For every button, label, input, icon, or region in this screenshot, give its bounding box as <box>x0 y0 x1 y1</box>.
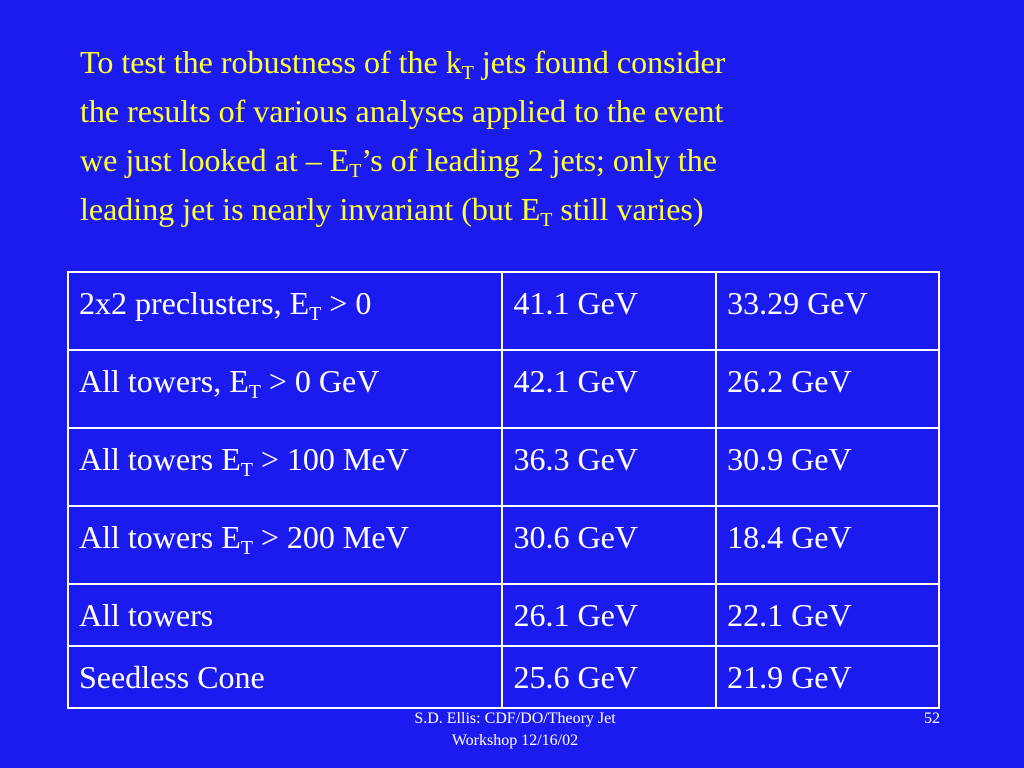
table-cell-method <box>68 350 502 428</box>
table-row <box>68 506 939 584</box>
table-cell-second-jet: 33.29 GeV <box>716 272 939 350</box>
table-cell-second-jet: 26.2 GeV <box>716 350 939 428</box>
intro-line-1-subscript: T <box>461 61 474 84</box>
footer-credit <box>380 708 650 752</box>
method-label-end: > 100 MeV <box>252 441 409 477</box>
intro-line-1-text: To test the robustness of the k <box>80 44 462 80</box>
table-row <box>68 584 939 646</box>
method-label-subscript: T <box>248 380 261 403</box>
footer-credit-line-1: S.D. Ellis: CDF/DO/Theory Jet <box>414 710 616 727</box>
table-cell-method <box>68 506 502 584</box>
intro-text <box>80 38 960 234</box>
table-cell-method <box>68 584 502 646</box>
intro-line-4-subscript: T <box>540 208 553 231</box>
table-cell-second-jet: 22.1 GeV <box>716 584 939 646</box>
footer-credit-line-2: Workshop 12/16/02 <box>451 732 579 749</box>
method-label-subscript: T <box>309 302 322 325</box>
table-cell-leading-jet: 42.1 GeV <box>502 350 716 428</box>
table-cell-leading-jet: 30.6 GeV <box>502 506 716 584</box>
intro-line-1 <box>80 38 960 87</box>
table-cell-second-jet: 30.9 GeV <box>716 428 939 506</box>
table-cell-method <box>68 272 502 350</box>
table-cell-leading-jet: 41.1 GeV <box>502 272 716 350</box>
method-label-subscript: T <box>240 458 253 481</box>
method-label: All towers E <box>79 519 241 555</box>
intro-line-3-text: we just looked at – E <box>80 142 350 178</box>
method-label-subscript: T <box>240 536 253 559</box>
table-cell-leading-jet: 36.3 GeV <box>502 428 716 506</box>
intro-line-2: the results of various analyses applied to the event <box>80 93 724 129</box>
intro-line-1-text-end: jets found consider <box>473 44 726 80</box>
intro-line-3 <box>80 136 960 185</box>
table-cell-second-jet: 21.9 GeV <box>716 646 939 708</box>
table-cell-leading-jet: 25.6 GeV <box>502 646 716 708</box>
table-cell-second-jet: 18.4 GeV <box>716 506 939 584</box>
method-label-end: > 0 <box>321 285 372 321</box>
method-label-end: > 0 GeV <box>260 363 380 399</box>
slide-number: 52 <box>924 710 940 727</box>
table-row <box>68 272 939 350</box>
intro-line-3-text-end: ’s of leading 2 jets; only the <box>361 142 717 178</box>
intro-line-3-subscript: T <box>349 159 362 182</box>
method-label: Seedless Cone <box>79 659 265 695</box>
intro-line-4-text-end: still varies) <box>552 191 704 227</box>
table-row <box>68 428 939 506</box>
method-label: All towers, E <box>79 363 249 399</box>
table-row <box>68 646 939 708</box>
table-cell-method <box>68 646 502 708</box>
method-label: All towers <box>79 597 214 633</box>
table-row <box>68 350 939 428</box>
results-table <box>67 271 940 709</box>
method-label-end: > 200 MeV <box>252 519 409 555</box>
intro-line-4-text: leading jet is nearly invariant (but E <box>80 191 541 227</box>
method-label: All towers E <box>79 441 241 477</box>
method-label: 2x2 preclusters, E <box>79 285 310 321</box>
table-cell-leading-jet: 26.1 GeV <box>502 584 716 646</box>
intro-line-4 <box>80 185 960 234</box>
table-cell-method <box>68 428 502 506</box>
